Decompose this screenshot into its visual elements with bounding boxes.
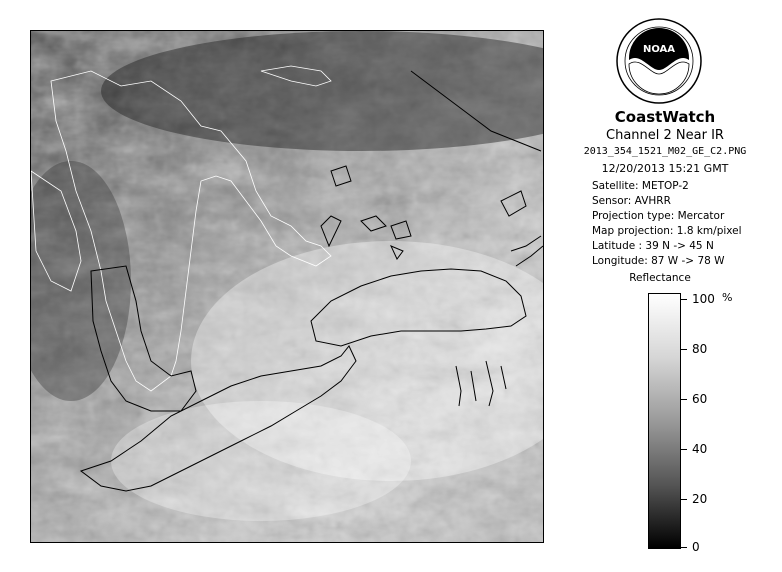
svg-text:NOAA: NOAA [642,44,676,55]
colorbar-tick-label: 40 [692,442,708,456]
longitude-label: Longitude: 87 W -> 78 W [592,255,725,267]
satellite-image [30,30,544,543]
colorbar-unit: % [722,291,733,304]
colorbar-tick [681,547,687,548]
app-title: CoastWatch [614,108,716,126]
colorbar-tick-label: 80 [692,342,708,356]
colorbar-tick-label: 20 [692,492,708,506]
channel-label: Channel 2 Near IR [606,128,724,143]
colorbar-tick-label: 60 [692,392,708,406]
satellite-label: Satellite: METOP-2 [592,180,689,192]
map-projection-label: Map projection: 1.8 km/pixel [592,225,742,237]
noaa-logo-icon [616,18,702,104]
colorbar-tick-label: 100 [692,292,715,306]
latitude-label: Latitude : 39 N -> 45 N [592,240,714,252]
colorbar-tick [681,449,687,450]
colorbar-tick [681,299,687,300]
colorbar-tick-label: 0 [692,540,700,554]
colorbar-tick [681,349,687,350]
projection-type-label: Projection type: Mercator [592,210,725,222]
colorbar-tick [681,399,687,400]
colorbar-tick [681,499,687,500]
bright-cloud-band-2 [111,401,411,521]
filename-label: 2013_354_1521_M02_GE_C2.PNG [583,146,747,157]
datetime-label: 12/20/2013 15:21 GMT [601,162,729,175]
colorbar-title: Reflectance [629,272,691,284]
colorbar [648,293,681,549]
satellite-map-svg [31,31,543,542]
sensor-label: Sensor: AVHRR [592,195,671,207]
